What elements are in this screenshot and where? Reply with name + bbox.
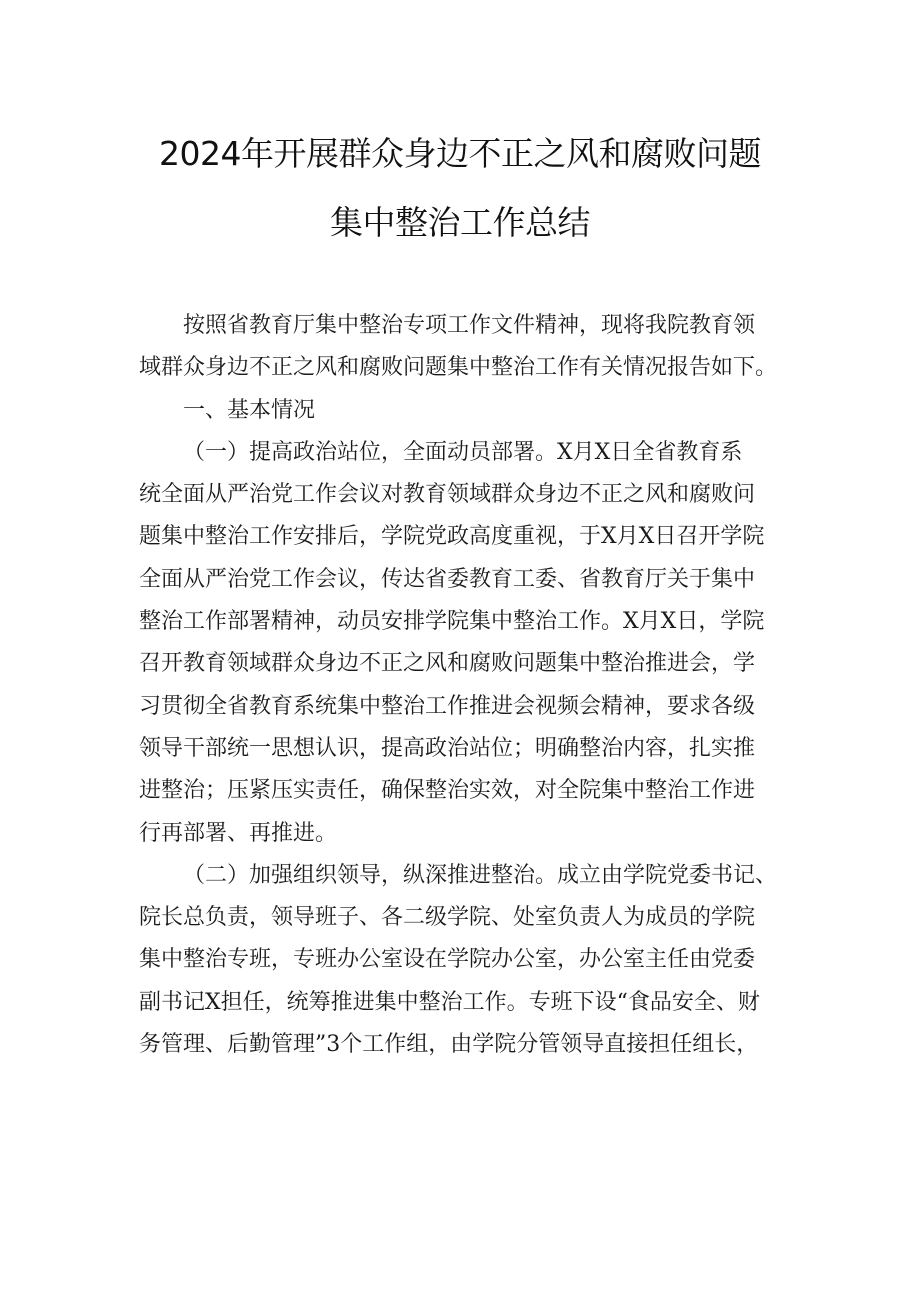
- document-title-line-2: 集中整治工作总结: [330, 203, 590, 242]
- paragraph-2-line-5: 务管理、后勤管理”3个工作组，由学院分管领导直接担任组长，: [139, 1032, 759, 1058]
- paragraph-2-line-3: 集中整治专班，专班办公室设在学院办公室，办公室主任由党委: [139, 947, 756, 973]
- paragraph-1-line-10: 行再部署、再推进。: [139, 820, 338, 846]
- document-title-line-1: 2024年开展群众身边不正之风和腐败问题: [159, 134, 761, 173]
- paragraph-1-line-1: （一）提高政治站位，全面动员部署。X月X日全省教育系: [183, 439, 743, 465]
- paragraph-2-line-4: 副书记X担任，统筹推进集中整治工作。专班下设“食品安全、财: [139, 989, 760, 1015]
- paragraph-1-line-3: 题集中整治工作安排后，学院党政高度重视，于X月X日召开学院: [139, 524, 765, 550]
- paragraph-intro-line-1: 按照省教育厅集中整治专项工作文件精神，现将我院教育领: [183, 313, 756, 338]
- paragraph-2-line-1: （二）加强组织领导，纵深推进整治。成立由学院党委书记、: [183, 862, 778, 888]
- paragraph-1-line-4: 全面从严治党工作会议，传达省委教育工委、省教育厅关于集中: [139, 566, 756, 592]
- paragraph-2-line-2: 院长总负责，领导班子、各二级学院、处室负责人为成员的学院: [139, 905, 756, 931]
- paragraph-1-line-9: 进整治；压紧压实责任，确保整治实效，对全院集中整治工作进: [139, 778, 756, 804]
- paragraph-intro-line-2: 域群众身边不正之风和腐败问题集中整治工作有关情况报告如下。: [139, 355, 778, 381]
- paragraph-1-line-8: 领导干部统一思想认识，提高政治站位；明确整治内容，扎实推: [139, 735, 756, 761]
- paragraph-1-line-6: 召开教育领域群众身边不正之风和腐败问题集中整治推进会，学: [139, 651, 756, 677]
- paragraph-1-line-5: 整治工作部署精神，动员安排学院集中整治工作。X月X日，学院: [139, 609, 765, 635]
- section-heading-basic-situation: 一、基本情况: [183, 397, 316, 423]
- paragraph-1-line-2: 统全面从严治党工作会议对教育领域群众身边不正之风和腐败问: [139, 482, 756, 508]
- document-body: [139, 305, 799, 1066]
- paragraph-1-line-7: 习贯彻全省教育系统集中整治工作推进会视频会精神，要求各级: [139, 693, 756, 719]
